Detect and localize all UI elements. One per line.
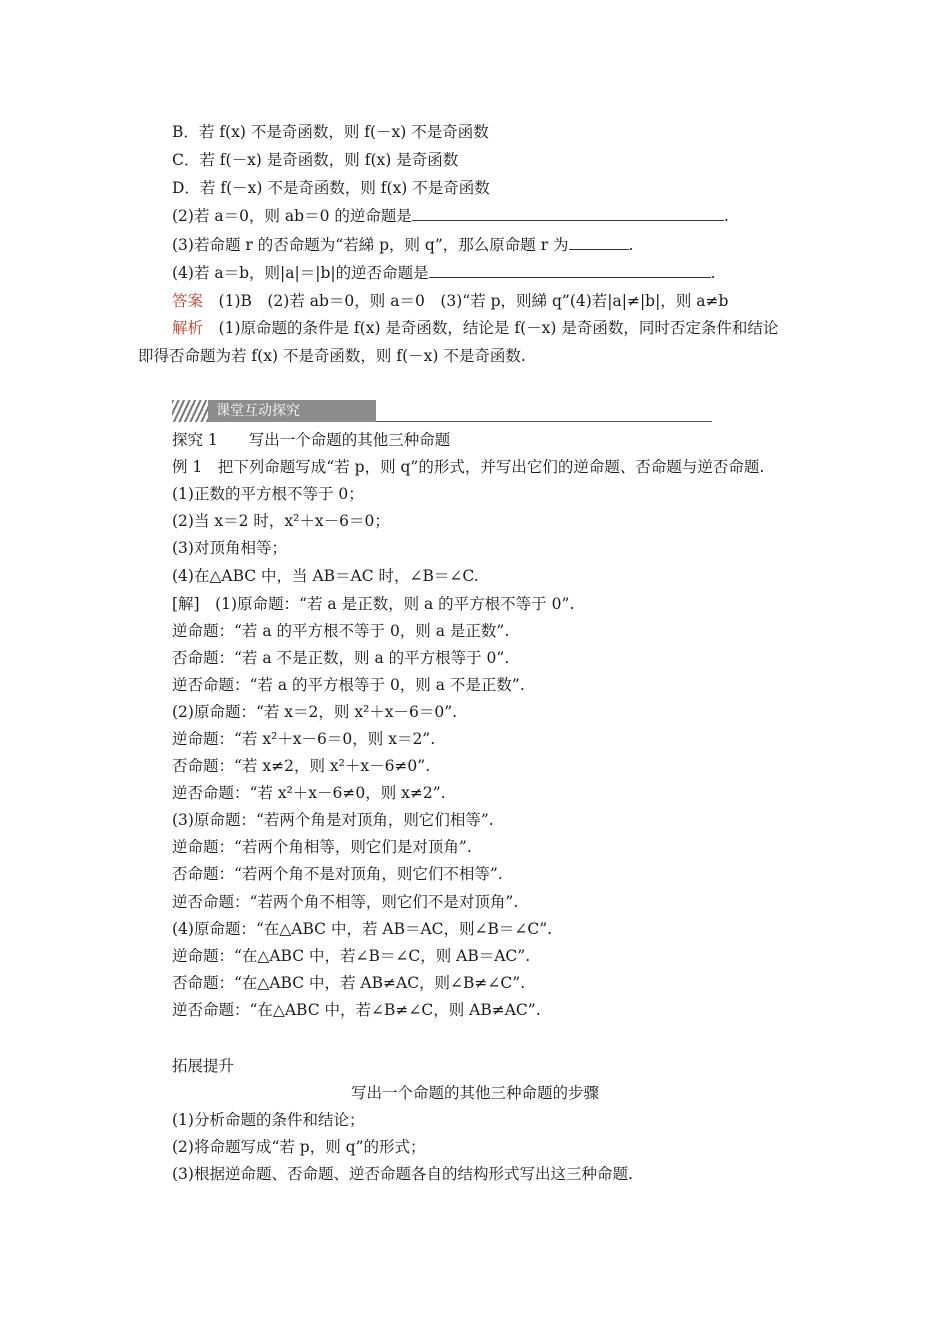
solution-line: 逆否命题：“若两个角不相等，则它们不是对顶角”.: [172, 893, 519, 911]
period: .: [723, 207, 729, 225]
banner-label: 课堂互动探究: [208, 400, 376, 422]
answer-line: [172, 291, 728, 311]
extension-step: (2)将命题写成“若 p，则 q”的形式；: [172, 1138, 426, 1156]
option-d: D．若 f(－x) 不是奇函数，则 f(x) 不是奇函数: [172, 179, 490, 197]
solution-line: (2)原命题：“若 x＝2，则 x²＋x－6＝0”.: [172, 703, 458, 721]
solution-line: 逆命题：“若 a 的平方根不等于 0，则 a 是正数”.: [172, 622, 510, 640]
solution-line: 否命题：“若 a 不是正数，则 a 的平方根等于 0”.: [172, 649, 510, 667]
example-item: (2)当 x＝2 时，x²＋x－6＝0；: [172, 512, 390, 530]
explore-title: 探究 1 写出一个命题的其他三种命题: [172, 431, 451, 449]
example-item: (4)在△ABC 中，当 AB＝AC 时，∠B＝∠C.: [172, 567, 479, 585]
question-3: [172, 235, 633, 255]
analysis-text: (1)原命题的条件是 f(x) 是奇函数，结论是 f(－x) 是奇函数，同时否定条件和结论即得否命题为若 f(x) 不是奇函数，则 f(－x) 不是奇函数.: [138, 319, 779, 365]
answer-blank: [412, 206, 724, 221]
extension-heading: 拓展提升: [172, 1057, 235, 1075]
option-c: C．若 f(－x) 是奇函数，则 f(x) 是奇函数: [172, 151, 459, 169]
solution-line: 逆命题：“若两个角相等，则它们是对顶角”.: [172, 838, 472, 856]
question-4: [172, 263, 716, 283]
solution-line: 否命题：“在△ABC 中，若 AB≠AC，则∠B≠∠C”.: [172, 974, 526, 992]
analysis-label: 解析: [172, 319, 204, 337]
answer-text: (1)B (2)若 ab＝0，则 a＝0 (3)“若 p，则綈 q”(4)若|a|≠|b|，则 a≠b: [218, 292, 729, 310]
solution-line: [解] (1)原命题：“若 a 是正数，则 a 的平方根不等于 0”.: [172, 595, 575, 613]
option-b: B．若 f(x) 不是奇函数，则 f(－x) 不是奇函数: [172, 123, 489, 141]
example-item: (1)正数的平方根不等于 0；: [172, 485, 364, 503]
question-3-text: (3)若命题 r 的否命题为“若綈 p，则 q”，那么原命题 r 为: [172, 236, 569, 254]
solution-line: 否命题：“若 x≠2，则 x²＋x－6≠0”.: [172, 757, 431, 775]
solution-line: 逆否命题：“在△ABC 中，若∠B≠∠C，则 AB≠AC”.: [172, 1001, 541, 1019]
extension-step: (3)根据逆命题、否命题、逆否命题各自的结构形式写出这三种命题.: [172, 1165, 633, 1183]
answer-blank: [429, 263, 711, 278]
period: .: [710, 264, 716, 282]
banner-stripes: [172, 400, 208, 422]
solution-line: 逆命题：“在△ABC 中，若∠B＝∠C，则 AB＝AC”.: [172, 947, 531, 965]
solution-line: (4)原命题：“在△ABC 中，若 AB＝AC，则∠B＝∠C”.: [172, 920, 553, 938]
period: .: [628, 236, 634, 254]
answer-label: 答案: [172, 292, 204, 310]
analysis-paragraph: [138, 314, 788, 370]
extension-title: 写出一个命题的其他三种命题的步骤: [350, 1084, 599, 1102]
question-2-text: (2)若 a＝0，则 ab＝0 的逆命题是: [172, 207, 412, 225]
solution-line: 逆命题：“若 x²＋x－6＝0，则 x＝2”.: [172, 730, 436, 748]
answer-blank: [569, 235, 629, 250]
solution-line: 否命题：“若两个角不是对顶角，则它们不相等”.: [172, 865, 503, 883]
solution-line: (3)原命题：“若两个角是对顶角，则它们相等”.: [172, 811, 494, 829]
solution-line: 逆否命题：“若 x²＋x－6≠0，则 x≠2”.: [172, 784, 446, 802]
example-item: (3)对顶角相等；: [172, 539, 287, 557]
extension-step: (1)分析命题的条件和结论；: [172, 1111, 365, 1129]
banner-rule: [376, 421, 712, 422]
example-statement: 例 1 把下列命题写成“若 p，则 q”的形式，并写出它们的逆命题、否命题与逆否命题.: [172, 458, 765, 476]
question-4-text: (4)若 a＝b，则|a|＝|b|的逆否命题是: [172, 264, 429, 282]
section-banner: [172, 400, 712, 422]
question-2: [172, 206, 729, 226]
solution-line: 逆否命题：“若 a 的平方根等于 0，则 a 不是正数”.: [172, 676, 525, 694]
